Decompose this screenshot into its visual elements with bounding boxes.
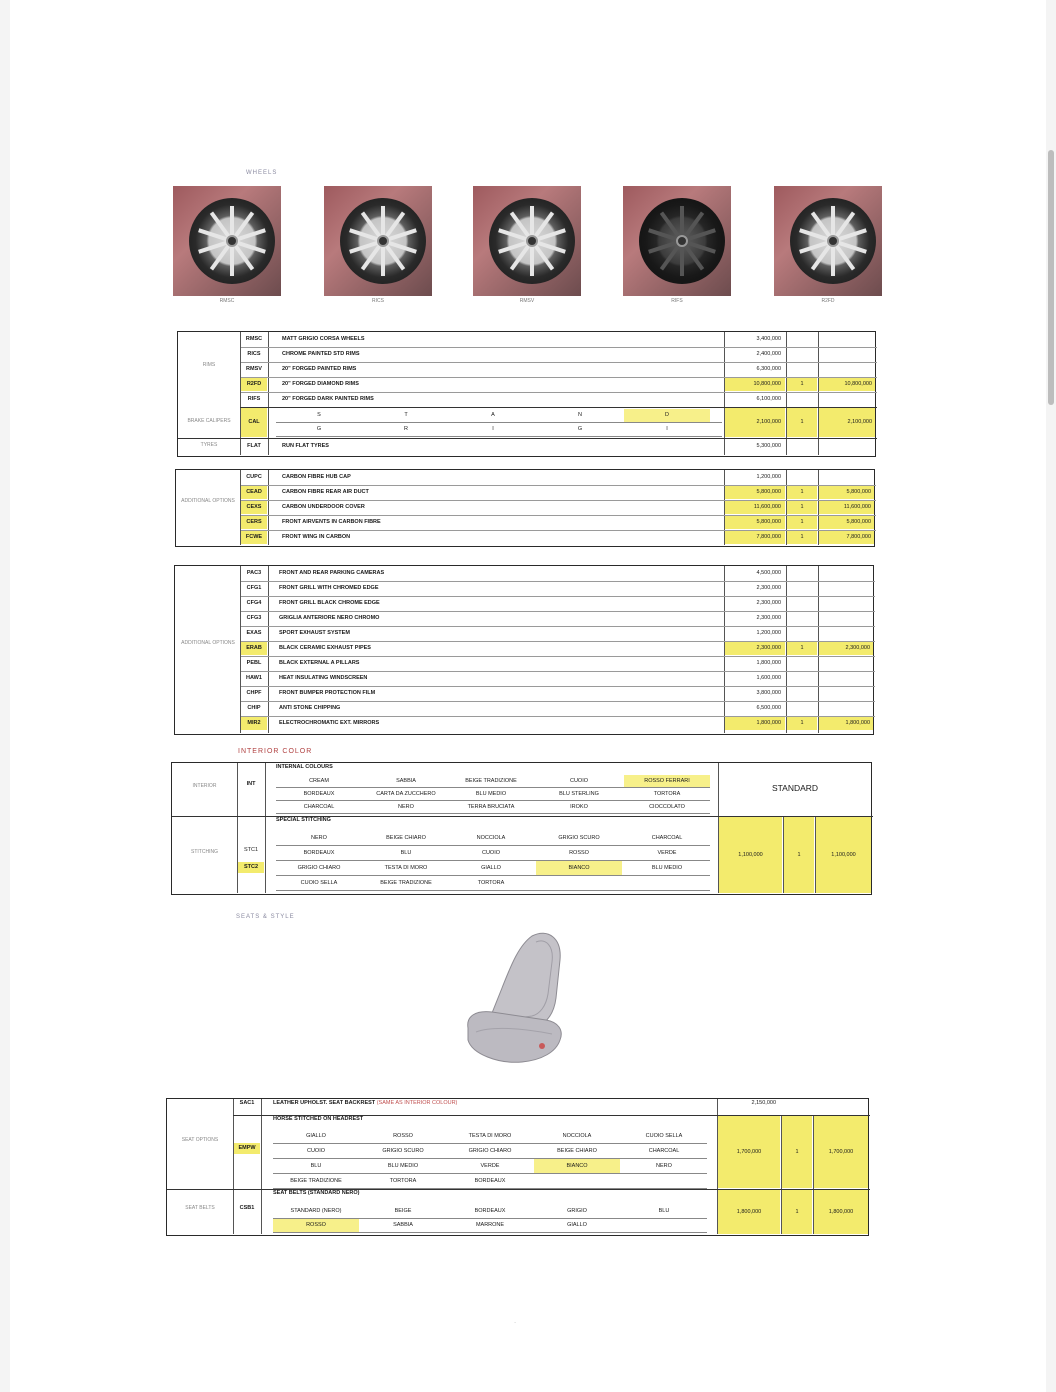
empw-title: HORSE STITCHED ON HEADREST [273, 1116, 364, 1122]
wheel-hub [526, 235, 538, 247]
option-code: CERS [241, 515, 267, 529]
option-price: 3,800,000 [756, 690, 781, 696]
colour-option: CARTA DA ZUCCHERO [376, 791, 436, 797]
option-row [178, 332, 877, 347]
row-divider [241, 701, 875, 702]
option-total [819, 626, 873, 640]
option-qty: 1 [787, 716, 817, 730]
colour-option: BLU [658, 1208, 670, 1214]
option-desc: BLACK EXTERNAL A PILLARS [279, 660, 360, 666]
row-divider [241, 641, 875, 642]
group-label-seat-options: SEAT OPTIONS [181, 1137, 219, 1143]
option-desc: FRONT GRILL BLACK CHROME EDGE [279, 600, 380, 606]
group-label-seat-belts: SEAT BELTS [185, 1205, 215, 1211]
sac1-desc-text: LEATHER UPHOLST. SEAT BACKREST [273, 1100, 376, 1106]
colour-option: CUOIO SELLA [645, 1133, 683, 1139]
wheel-image [774, 186, 882, 296]
belts-code: CSB1 [239, 1205, 255, 1211]
option-total [819, 671, 873, 685]
option-price: 3,400,000 [756, 336, 781, 342]
wheel-image [623, 186, 731, 296]
colour-option: G [316, 426, 322, 432]
option-qty [787, 671, 817, 685]
colour-option: BEIGE [394, 1208, 412, 1214]
wheel-hub [377, 235, 389, 247]
group-label-stitching: STITCHING [191, 849, 218, 855]
option-desc: FRONT AND REAR PARKING CAMERAS [279, 570, 385, 576]
tyres-code: FLAT [247, 443, 261, 449]
colour-option: ROSSO [273, 1219, 359, 1232]
colour-option: BEIGE CHIARO [386, 835, 426, 841]
option-qty [787, 656, 817, 670]
colour-option: ROSSO [393, 1133, 413, 1139]
option-total: 2,300,000 [819, 641, 873, 655]
option-code: CUPC [246, 474, 262, 480]
colour-option: S [317, 412, 321, 418]
option-row [175, 701, 875, 716]
standard-label: STANDARD [771, 783, 819, 793]
colour-option: ROSSO [569, 850, 589, 856]
option-price: 2,400,000 [756, 351, 781, 357]
tyres-row [178, 439, 877, 454]
colour-option: VERDE [657, 850, 677, 856]
option-code: CHPF [246, 690, 262, 696]
stitch-code-2: STC2 [238, 862, 264, 873]
colour-option: GIALLO [306, 1133, 326, 1139]
colour-option: CUOIO SELLA [300, 880, 338, 886]
option-row [175, 626, 875, 641]
option-price: 5,800,000 [725, 485, 785, 499]
option-total [819, 656, 873, 670]
option-row [175, 656, 875, 671]
option-code: CFG1 [246, 585, 262, 591]
wheel-rim [340, 198, 426, 284]
option-price: 1,200,000 [756, 474, 781, 480]
group-label-additional-options: ADDITIONAL OPTIONS [181, 498, 235, 504]
row-divider [241, 611, 875, 612]
colour-option: NOCCIOLA [476, 835, 506, 841]
caliper-total: 2,100,000 [819, 408, 875, 437]
option-desc: FRONT GRILL WITH CHROMED EDGE [279, 585, 379, 591]
option-total: 1,800,000 [819, 716, 873, 730]
colour-option: SABBIA [393, 1222, 413, 1228]
empw-price: 1,700,000 [718, 1116, 780, 1188]
option-code: FCWE [241, 530, 267, 544]
wheel-image [473, 186, 581, 296]
colour-option: STANDARD (NERO) [290, 1208, 342, 1214]
option-total: 7,800,000 [819, 530, 874, 544]
sac1-price: 2,150,000 [751, 1100, 776, 1106]
option-total [819, 686, 873, 700]
colour-option: MARRONE [475, 1222, 505, 1228]
option-code: R2FD [241, 377, 267, 391]
option-row [178, 362, 877, 377]
option-price: 4,500,000 [756, 570, 781, 576]
colour-option: TORTORA [653, 791, 681, 797]
row-divider [241, 347, 877, 348]
option-row [178, 392, 877, 407]
option-total [819, 611, 873, 625]
option-code: CHIP [247, 705, 261, 711]
colour-option: N [578, 412, 582, 418]
colour-option: IROKO [570, 804, 588, 810]
colour-option: BLU MEDIO [651, 865, 683, 871]
caliper-code: CAL [241, 408, 267, 437]
option-row [175, 716, 875, 731]
option-qty [787, 611, 817, 625]
page-marker: · [514, 1320, 516, 1326]
empw-code: EMPW [234, 1143, 260, 1154]
option-desc: 20" FORGED DIAMOND RIMS [282, 381, 359, 387]
option-row [175, 686, 875, 701]
colour-option: BORDEAUX [474, 1178, 506, 1184]
option-row [175, 641, 875, 656]
option-price: 1,600,000 [756, 675, 781, 681]
colour-option: CUOIO [569, 778, 589, 784]
option-price: 10,800,000 [725, 377, 785, 391]
option-desc: CARBON FIBRE HUB CAP [282, 474, 351, 480]
option-price: 6,300,000 [756, 366, 781, 372]
colour-option: G [577, 426, 583, 432]
option-total: 5,800,000 [819, 515, 874, 529]
option-code: EXAS [246, 630, 262, 636]
colour-option: T [404, 412, 408, 418]
option-price: 6,100,000 [756, 396, 781, 402]
option-qty [787, 470, 817, 484]
option-row [175, 566, 875, 581]
option-code: CFG4 [246, 600, 262, 606]
colour-option: NOCCIOLA [562, 1133, 592, 1139]
option-qty [787, 392, 817, 406]
empw-total: 1,700,000 [814, 1116, 868, 1188]
row-divider [241, 716, 875, 717]
option-code: ERAB [241, 641, 267, 655]
option-code: PAC3 [246, 570, 262, 576]
option-row [175, 596, 875, 611]
option-price: 2,300,000 [756, 600, 781, 606]
wheel-hub [226, 235, 238, 247]
row-divider [241, 485, 876, 486]
colour-option [621, 1174, 707, 1188]
stitch-code-1: STC1 [243, 847, 259, 853]
colour-option: BEIGE CHIARO [557, 1148, 597, 1154]
option-code: HAW1 [246, 675, 262, 681]
option-qty: 1 [787, 641, 817, 655]
seats-title: SEATS & STYLE [236, 914, 295, 920]
interior-title: INTERIOR COLOR [238, 748, 313, 755]
option-desc: BLACK CERAMIC EXHAUST PIPES [279, 645, 371, 651]
belts-price: 1,800,000 [718, 1190, 780, 1234]
option-qty: 1 [787, 377, 817, 391]
option-desc: HEAT INSULATING WINDSCREEN [279, 675, 368, 681]
option-qty [787, 701, 817, 715]
sac1-code: SAC1 [239, 1100, 255, 1106]
option-desc: CHROME PAINTED STD RIMS [282, 351, 360, 357]
grid-underline [276, 813, 710, 814]
tyres-price: 5,300,000 [756, 443, 781, 449]
wheel-rim [489, 198, 575, 284]
colour-option: TERRA BRUCIATA [467, 804, 515, 810]
option-desc: CARBON FIBRE REAR AIR DUCT [282, 489, 369, 495]
option-price: 2,300,000 [756, 585, 781, 591]
stitch-total: 1,100,000 [816, 817, 871, 893]
option-desc: 20" FORGED DARK PAINTED RIMS [282, 396, 374, 402]
option-total [819, 332, 875, 346]
colour-option: I [492, 426, 494, 432]
colour-option: GRIGIO SCURO [558, 835, 600, 841]
colour-option: TESTA DI MORO [384, 865, 428, 871]
colour-option: BORDEAUX [303, 850, 335, 856]
wheel-rim [189, 198, 275, 284]
colour-option: BEIGE TRADIZIONE [465, 778, 517, 784]
row-divider [241, 686, 875, 687]
wheel-code-label: R2FD [821, 298, 835, 304]
row-divider [241, 377, 877, 378]
option-row [176, 515, 876, 530]
wheel-code-label: RMSC [219, 298, 235, 304]
row-divider [241, 500, 876, 501]
colour-option: CUOIO [481, 850, 501, 856]
group-label-rims: RIMS [202, 362, 216, 368]
carbon-options-table [175, 469, 875, 547]
interior-code: INT [246, 781, 256, 787]
option-qty [787, 332, 817, 346]
row-divider [241, 626, 875, 627]
option-total: 10,800,000 [819, 377, 875, 391]
colour-option: VERDE [480, 1163, 500, 1169]
option-row [175, 671, 875, 686]
option-qty: 1 [787, 500, 817, 514]
option-desc: FRONT BUMPER PROTECTION FILM [279, 690, 376, 696]
colour-option: ROSSO FERRARI [624, 775, 710, 787]
colour-option: GRIGIO [567, 1208, 587, 1214]
option-price: 5,800,000 [725, 515, 785, 529]
option-total [819, 596, 873, 610]
colour-option: GRIGIO CHIARO [468, 1148, 512, 1154]
tyres-desc: RUN FLAT TYRES [282, 443, 329, 449]
colour-option: CIOCCOLATO [649, 804, 685, 810]
belts-qty: 1 [782, 1190, 812, 1234]
additional-options-table [174, 565, 874, 735]
colour-option: NERO [656, 1163, 672, 1169]
colour-option: TORTORA [389, 1178, 417, 1184]
wheel-rim [790, 198, 876, 284]
caliper-price: 2,100,000 [725, 408, 785, 437]
colour-option: BLU STERLING [559, 791, 599, 797]
colour-option [534, 1174, 620, 1188]
option-total: 11,600,000 [819, 500, 874, 514]
stitch-qty: 1 [784, 817, 814, 893]
option-code: MIR2 [241, 716, 267, 730]
colour-option [621, 1219, 707, 1232]
wheel-rim [639, 198, 725, 284]
colour-option: GRIGIO CHIARO [297, 865, 341, 871]
special-stitching-title: SPECIAL STITCHING [276, 817, 331, 823]
wheel-image [324, 186, 432, 296]
option-row [178, 347, 877, 362]
row-divider [241, 530, 876, 531]
colour-option [536, 876, 622, 890]
group-label-calipers: BRAKE CALIPERS [187, 418, 231, 424]
colour-option: BIANCO [536, 861, 622, 875]
option-total [819, 581, 873, 595]
colour-option: CHARCOAL [651, 835, 683, 841]
option-row [176, 470, 876, 485]
empw-qty: 1 [782, 1116, 812, 1188]
option-code: RIFS [247, 396, 261, 402]
colour-option: BEIGE TRADIZIONE [290, 1178, 342, 1184]
colour-option: CHARCOAL [303, 804, 335, 810]
option-desc: MATT GRIGIO CORSA WHEELS [282, 336, 365, 342]
option-code: CFG3 [246, 615, 262, 621]
option-qty [787, 581, 817, 595]
wheel-hub [827, 235, 839, 247]
option-code: RICS [247, 351, 261, 357]
option-price: 2,300,000 [725, 641, 785, 655]
colour-option: NERO [398, 804, 414, 810]
colour-option: GIALLO [567, 1222, 587, 1228]
option-price: 11,600,000 [725, 500, 785, 514]
option-row [176, 500, 876, 515]
colour-option: R [404, 426, 408, 432]
option-desc: SPORT EXHAUST SYSTEM [279, 630, 350, 636]
colour-option: BLU [310, 1163, 322, 1169]
colour-option: BLU [400, 850, 412, 856]
grid-underline [276, 436, 722, 437]
colour-option: BIANCO [534, 1159, 620, 1173]
grid-underline [273, 1232, 707, 1233]
row-divider [241, 656, 875, 657]
colour-option: NERO [311, 835, 327, 841]
seat-illustration [462, 928, 572, 1068]
colour-option: CREAM [309, 778, 329, 784]
option-total [819, 362, 875, 376]
option-qty [787, 596, 817, 610]
internal-colours-title: INTERNAL COLOURS [276, 764, 333, 770]
option-qty [787, 626, 817, 640]
option-qty: 1 [787, 515, 817, 529]
option-qty: 1 [787, 485, 817, 499]
colour-option: CHARCOAL [648, 1148, 680, 1154]
option-price: 7,800,000 [725, 530, 785, 544]
seat-options-table [166, 1098, 869, 1236]
colour-option: TORTORA [477, 880, 505, 886]
row-divider [241, 362, 877, 363]
option-row [178, 377, 877, 392]
wheel-code-label: RICS [372, 298, 384, 304]
option-total [819, 701, 873, 715]
option-qty [787, 686, 817, 700]
option-price: 2,300,000 [756, 615, 781, 621]
option-desc: ANTI STONE CHIPPING [279, 705, 341, 711]
sac1-desc [273, 1100, 457, 1106]
option-desc: FRONT WING IN CARBON [282, 534, 351, 540]
colour-option: I [666, 426, 668, 432]
option-code: RMSC [245, 336, 263, 342]
colour-option: CUOIO [306, 1148, 326, 1154]
wheel-image [173, 186, 281, 296]
option-desc: 20" FORGED PAINTED RIMS [282, 366, 357, 372]
option-qty: 1 [787, 530, 817, 544]
colour-option: A [491, 412, 495, 418]
colour-option: BLU MEDIO [475, 791, 507, 797]
colour-option: BORDEAUX [303, 791, 335, 797]
option-total [819, 392, 875, 406]
option-qty [787, 362, 817, 376]
row-divider [241, 581, 875, 582]
row-divider [241, 515, 876, 516]
option-total [819, 470, 874, 484]
colour-option [624, 876, 710, 890]
option-code: PEBL [246, 660, 262, 666]
stitch-price: 1,100,000 [719, 817, 782, 893]
row-divider [241, 392, 877, 393]
sac1-note: (SAME AS INTERIOR COLOUR) [376, 1100, 458, 1106]
wheel-hub [676, 235, 688, 247]
option-row [175, 611, 875, 626]
option-row [176, 485, 876, 500]
grid-underline [273, 1188, 707, 1189]
option-code: CEXS [241, 500, 267, 514]
caliper-qty: 1 [787, 408, 817, 437]
row-divider [241, 671, 875, 672]
colour-option: SABBIA [396, 778, 416, 784]
option-total: 5,800,000 [819, 485, 874, 499]
grid-underline [276, 890, 710, 891]
colour-option: BLU MEDIO [387, 1163, 419, 1169]
interior-table [171, 762, 872, 895]
colour-option: D [624, 409, 710, 422]
row-divider [241, 596, 875, 597]
group-label-tyres: TYRES [200, 442, 218, 448]
wheel-code-label: RMSV [519, 298, 535, 304]
colour-option: GRIGIO SCURO [382, 1148, 424, 1154]
option-row [175, 581, 875, 596]
belts-total: 1,800,000 [814, 1190, 868, 1234]
colour-option: BORDEAUX [474, 1208, 506, 1214]
option-code: RMSV [246, 366, 262, 372]
group-label-additional-options-2: ADDITIONAL OPTIONS [181, 640, 235, 646]
colour-option: BEIGE TRADIZIONE [380, 880, 432, 886]
option-total [819, 566, 873, 580]
colour-option: TESTA DI MORO [468, 1133, 512, 1139]
option-desc: CARBON UNDERDOOR COVER [282, 504, 365, 510]
wheel-code-label: RIFS [671, 298, 683, 304]
belts-title: SEAT BELTS (STANDARD NERO) [273, 1190, 360, 1196]
option-qty [787, 347, 817, 361]
option-desc: ELECTROCHROMATIC EXT. MIRRORS [279, 720, 380, 726]
option-row [176, 530, 876, 545]
scrollbar[interactable] [1048, 150, 1054, 405]
option-price: 1,200,000 [756, 630, 781, 636]
colour-option: GIALLO [481, 865, 501, 871]
option-price: 1,800,000 [725, 716, 785, 730]
option-price: 1,800,000 [756, 660, 781, 666]
rims-table [177, 331, 876, 457]
option-code: CEAD [241, 485, 267, 499]
option-price: 6,500,000 [756, 705, 781, 711]
option-total [819, 347, 875, 361]
option-desc: GRIGLIA ANTERIORE NERO CHROMO [279, 615, 380, 621]
wheels-title: WHEELS [246, 170, 278, 176]
option-desc: FRONT AIRVENTS IN CARBON FIBRE [282, 519, 381, 525]
group-label-interior: INTERIOR [192, 783, 217, 789]
option-qty [787, 566, 817, 580]
